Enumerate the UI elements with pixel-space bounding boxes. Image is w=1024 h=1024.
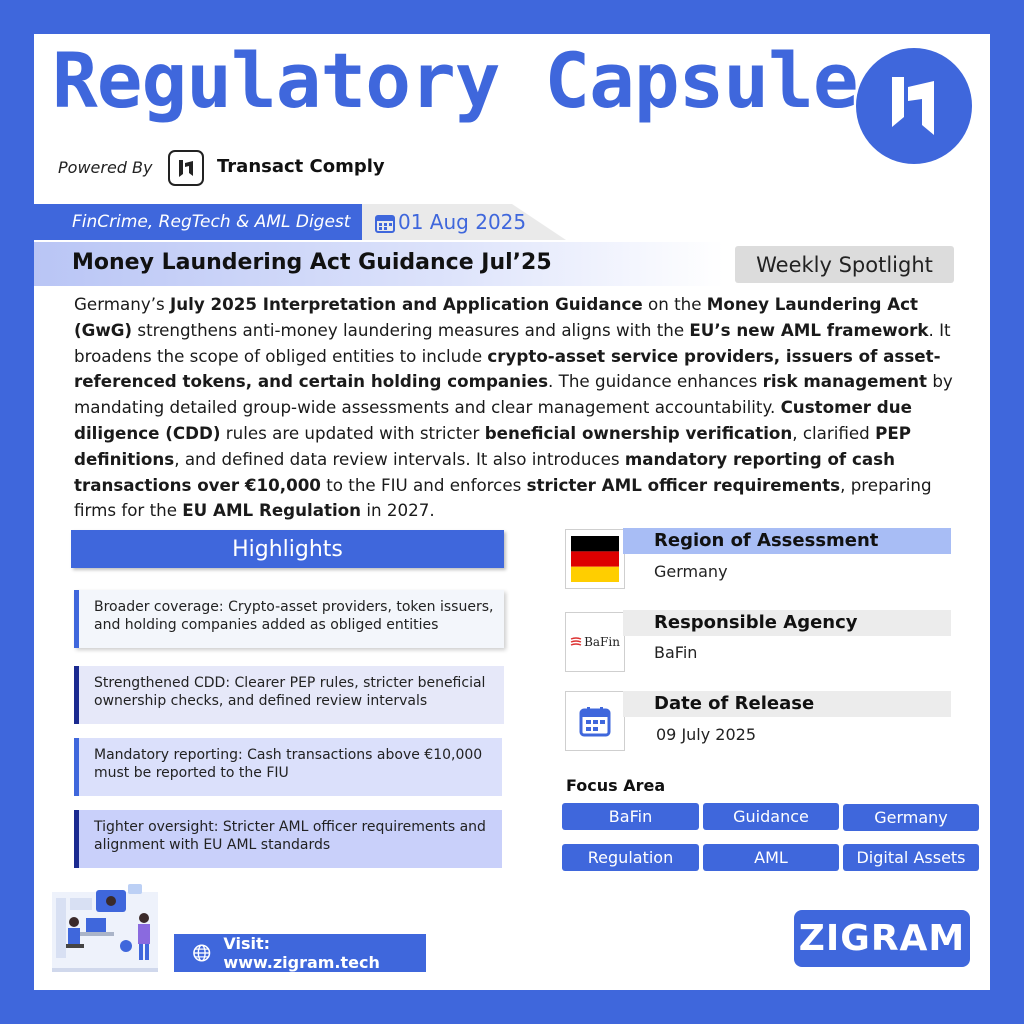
summary-text: by mandating detailed group-wide assessments and clear management accountability. [74,371,953,418]
summary-text: . It broadens the scope of obliged entities to include [74,319,951,366]
calendar-icon [565,691,625,751]
zigram-logo: ZIGRAM [794,910,970,967]
summary-emphasis: Money Laundering Act (GwG) [74,294,919,340]
office-illustration [52,884,164,978]
release-value: 09 July 2025 [656,725,757,744]
highlight-item: Strengthened CDD: Clearer PEP rules, stricter beneficial ownership checks, and defined review intervals [74,666,504,724]
issue-date: 01 Aug 2025 [398,210,527,234]
visit-website-link[interactable] [174,934,426,972]
summary-emphasis: PEP definitions [74,422,911,469]
summary-emphasis: crypto-asset service providers, issuers of asset-referenced tokens, and certain holding companies [74,345,941,392]
calendar-icon [375,213,395,237]
summary-emphasis: EU AML Regulation [182,500,362,521]
summary-emphasis: mandatory reporting of cash transactions over €10,000 [74,448,895,495]
summary-text: strengthens anti-money laundering measures and aligns with the [132,319,690,340]
highlight-item: Broader coverage: Crypto-asset providers, token issuers, and holding companies added as obliged entities [74,590,504,648]
agency-value: BaFin [654,643,698,662]
agency-label: Responsible Agency [623,610,951,636]
highlights-header: Highlights [71,530,504,568]
release-label: Date of Release [623,691,951,717]
visit-label: Visit: www.zigram.tech [223,934,380,972]
summary-paragraph [74,292,954,524]
summary-emphasis: beneficial ownership verification [484,422,793,443]
company-name: Transact Comply [217,156,385,177]
focus-tag: Guidance [703,803,839,830]
summary-emphasis: EU’s new AML framework [689,319,929,340]
transact-comply-logo-icon [168,150,204,186]
summary-text: , clarified [792,422,876,443]
globe-icon [192,943,211,963]
summary-text: Germany’s [74,294,171,314]
highlight-item: Mandatory reporting: Cash transactions above €10,000 must be reported to the FIU [74,738,502,796]
digest-label: FinCrime, RegTech & AML Digest [72,212,351,232]
summary-text: rules are updated with stricter [220,422,485,443]
summary-emphasis: stricter AML officer requirements [526,474,841,495]
highlight-item: Tighter oversight: Stricter AML officer requirements and alignment with EU AML standards [74,810,502,868]
summary-emphasis: July 2025 Interpretation and Application Guidance [170,294,643,314]
bafin-logo [565,612,625,672]
focus-tag: AML [703,844,839,871]
headline: Money Laundering Act Guidance Jul’25 [72,250,552,275]
summary-emphasis: risk management [762,371,928,392]
brand-logo-icon [856,48,972,164]
summary-text: . The guidance enhances [548,371,763,392]
summary-emphasis: Customer due diligence (CDD) [74,397,912,443]
summary-text: , preparing firms for the [74,474,932,521]
region-label: Region of Assessment [623,528,951,554]
bafin-mark-icon [570,636,582,648]
bafin-logo-text: BaFin [584,635,620,649]
focus-tag: BaFin [562,803,699,830]
spotlight-badge: Weekly Spotlight [735,246,954,283]
focus-tag: Regulation [562,844,699,871]
germany-flag-icon [565,529,625,589]
powered-by-label: Powered By [58,158,153,177]
summary-text: on the [642,294,707,314]
focus-tag: Digital Assets [843,844,979,871]
summary-text: in 2027. [361,500,435,521]
summary-text: , and defined data review intervals. It also introduces [174,448,625,469]
focus-area-label: Focus Area [566,776,666,795]
capsule-card [34,34,990,990]
page-title: Regulatory Capsule [52,36,858,125]
summary-text: to the FIU and enforces [320,474,527,495]
region-value: Germany [654,562,728,581]
focus-tag: Germany [843,804,979,831]
